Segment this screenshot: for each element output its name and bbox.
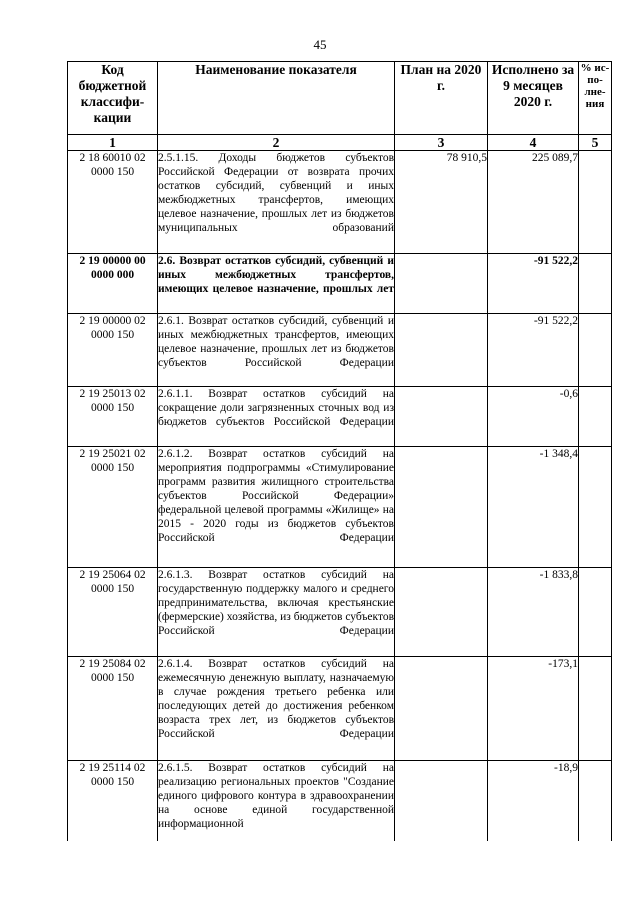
table-row [68,387,612,447]
row-plan [395,568,488,657]
row-plan [395,314,488,387]
header-percent: % ис-по-лне-ния [579,62,612,135]
table-row [68,761,612,841]
table-row [68,447,612,568]
row-code: 2 19 25013 02 0000 150 [68,387,158,447]
row-plan [395,254,488,314]
row-plan [395,387,488,447]
row-executed: -173,1 [488,657,579,761]
row-plan: 78 910,5 [395,151,488,254]
row-percent [579,314,612,387]
row-percent [579,568,612,657]
row-code: 2 19 00000 02 0000 150 [68,314,158,387]
row-executed: 225 089,7 [488,151,579,254]
column-number: 5 [579,135,612,151]
row-plan [395,657,488,761]
row-executed: -18,9 [488,761,579,841]
row-name: 2.6.1. Возврат остатков субсидий, субвенций и иных межбюджетных трансфертов, имеющих целевое назначение, прошлых лет из бюджетов субъектов Российской Федерации [158,314,395,387]
row-name: 2.5.1.15. Доходы бюджетов субъектов Российской Федерации от возврата прочих остатков субсидий, субвенций и иных межбюджетных трансфертов, имеющих целевое назначение, прошлых лет из бюджетов муниципальных образований [158,151,395,254]
column-number-row [68,135,612,151]
table-row [68,657,612,761]
column-number: 2 [158,135,395,151]
row-code: 2 19 25114 02 0000 150 [68,761,158,841]
row-executed: -1 348,4 [488,447,579,568]
row-name: 2.6.1.4. Возврат остатков субсидий на ежемесячную денежную выплату, назначаемую в случае рождения третьего ребенка или последующих детей до достижения ребенком возраста трех лет, из бюджетов субъектов Российской Федерации [158,657,395,761]
row-executed: -0,6 [488,387,579,447]
row-percent [579,151,612,254]
header-row [68,62,612,135]
budget-table [67,61,612,841]
column-number: 3 [395,135,488,151]
row-plan [395,761,488,841]
page-number: 45 [313,37,327,52]
row-executed: -1 833,8 [488,568,579,657]
row-percent [579,761,612,841]
row-code: 2 19 25021 02 0000 150 [68,447,158,568]
row-plan [395,447,488,568]
header-plan: План на 2020 г. [395,62,488,135]
row-name: 2.6. Возврат остатков субсидий, субвенций и иных межбюджетных трансфертов, имеющих целевое назначение, прошлых лет [158,254,395,314]
row-percent [579,254,612,314]
row-code: 2 19 00000 00 0000 000 [68,254,158,314]
table-row [68,568,612,657]
table-row [68,254,612,314]
table-row [68,151,612,254]
row-name: 2.6.1.2. Возврат остатков субсидий на мероприятия подпрограммы «Стимулирование программ развития жилищного строительства субъектов Российской Федерации» федеральной целевой программы «Жилище» на 2015 - 2020 годы из бюджетов субъектов Российской Федерации [158,447,395,568]
row-code: 2 19 25084 02 0000 150 [68,657,158,761]
header-executed: Исполнено за 9 месяцев 2020 г. [488,62,579,135]
row-executed: -91 522,2 [488,314,579,387]
row-code: 2 18 60010 02 0000 150 [68,151,158,254]
row-percent [579,387,612,447]
row-executed: -91 522,2 [488,254,579,314]
row-name: 2.6.1.1. Возврат остатков субсидий на сокращение доли загрязненных сточных вод из бюджетов субъектов Российской Федерации [158,387,395,447]
table-row [68,314,612,387]
row-percent [579,447,612,568]
column-number: 4 [488,135,579,151]
column-number: 1 [68,135,158,151]
header-name: Наименование показателя [158,62,395,135]
row-code: 2 19 25064 02 0000 150 [68,568,158,657]
row-percent [579,657,612,761]
row-name: 2.6.1.5. Возврат остатков субсидий на реализацию региональных проектов "Создание единого цифрового контура в здравоохранении на основе единой государственной информационной [158,761,395,841]
row-name: 2.6.1.3. Возврат остатков субсидий на государственную поддержку малого и среднего предпринимательства, включая крестьянские (фермерские) хозяйства, из бюджетов субъектов Российской Федерации [158,568,395,657]
header-code: Код бюджетной классифи-кации [68,62,158,135]
